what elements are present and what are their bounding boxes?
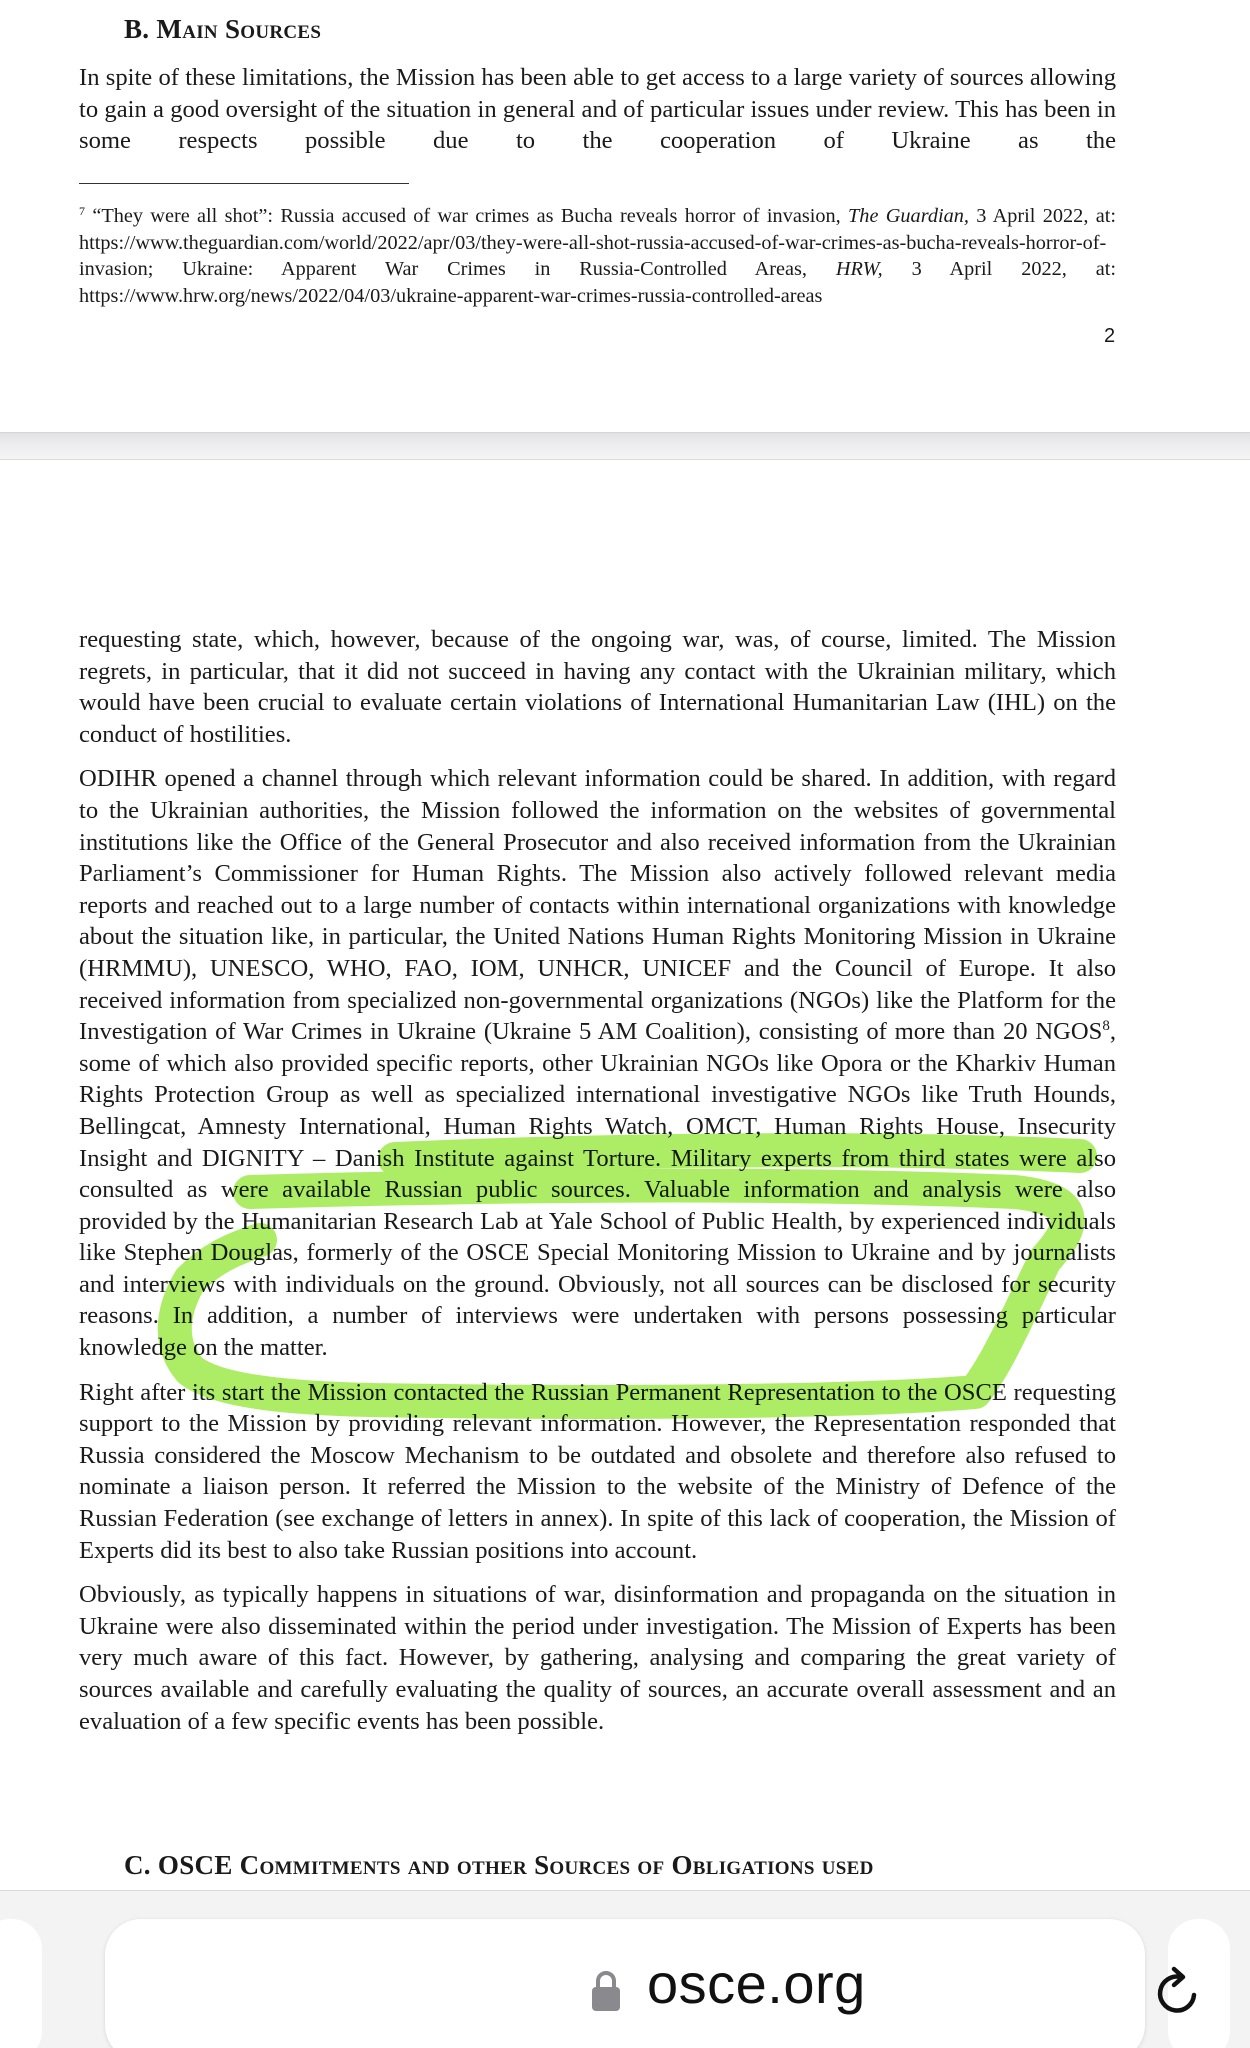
page-separator xyxy=(0,432,1250,460)
url-text[interactable]: osce.org xyxy=(647,1952,866,2015)
address-bar[interactable] xyxy=(105,1919,1145,2048)
lock-icon xyxy=(590,1969,622,2013)
footnote-number: 7 xyxy=(79,204,85,218)
paragraph-text: , some of which also provided specific reports, other Ukrainian NGOs like Opora or the Kharkiv Human Rights Protection Group as well as specialized international investigative NGOs like Truth Hounds, Bellingcat, Amnesty International, Human Rights Watch, OMCT, Human Rights House, Insecurity Insight and DIGNITY – Danish Institute against Torture. Military experts from third states were also consulted as were available Russian public sources. Valuable information and analysis were also provided by the Humanitarian Research Lab at Yale School of Public Health, by experienced individuals like Stephen Douglas, formerly of the OSCE Special Monitoring Mission to Ukraine and by journalists and interviews with individuals on the ground. Obviously, not all sources can be disclosed for security reasons. In addition, a number of interviews were undertaken with persons possessing particular knowledge on the matter. xyxy=(79,1018,1116,1362)
document-page-top xyxy=(0,0,1250,432)
footnote-source: The Guardian, xyxy=(848,205,969,227)
main-sources-paragraph xyxy=(79,62,1116,170)
section-heading-osce-commitments: C. OSCE Commitments and other Sources of Obligations used xyxy=(124,1850,874,1880)
paragraph: In spite of these limitations, the Mission has been able to get access to a large variety of sources allowing to gain a good oversight of the situation in general and of particular issues under review. This has been in some respects possible due to the cooperation of Ukraine as the xyxy=(79,64,1116,155)
section-heading-main-sources: B. Main Sources xyxy=(124,14,322,44)
footnote-separator xyxy=(79,183,409,184)
paragraph: Obviously, as typically happens in situations of war, disinformation and propaganda on the situation in Ukraine were also disseminated within the period under investigation. The Mission of Experts has been very much aware of this fact. However, by gathering, analysing and comparing the great variety of sources available and carefully evaluating the quality of sources, an accurate overall assessment and an evaluation of a few specific events has been possible. xyxy=(79,1581,1116,1735)
paragraph-text: ODIHR opened a channel through which relevant information could be shared. In addition, with regard to the Ukrainian authorities, the Mission followed the information on the websites of governmental institutions like the Office of the General Prosecutor and also received information from the Ukrainian Parliament’s Commissioner for Human Rights. The Mission also actively followed relevant media reports and reached out to a large number of contacts within international organizations with knowledge about the situation like, in particular, the United Nations Human Rights Monitoring Mission in Ukraine (HRMMU), UNESCO, WHO, FAO, IOM, UNHCR, UNICEF and the Council of Europe. It also received information from specialized non-governmental organizations (NGOs) like the Platform for the Investigation of War Crimes in Ukraine (Ukraine 5 AM Coalition), consisting of more than 20 NGOS xyxy=(79,765,1116,1046)
reload-icon[interactable] xyxy=(1150,1965,1206,2021)
paragraph: Right after its start the Mission contacted the Russian Permanent Representation to the OSCE requesting support to the Mission by providing relevant information. However, the Representation responded that Russia considered the Moscow Mechanism to be outdated and obsolete and therefore also refused to nominate a liaison person. It referred the Mission to the website of the Ministry of Defence of the Russian Federation (see exchange of letters in annex). In spite of this lack of cooperation, the Mission of Experts did its best to also take Russian positions into account. xyxy=(79,1378,1116,1564)
footnote-reference: 8 xyxy=(1102,1018,1110,1035)
paragraph: requesting state, which, however, because of the ongoing war, was, of course, limited. The Mission regrets, in particular, that it did not succeed in having any contact with the Ukrainian military, which would have been crucial to evaluate certain violations of International Humanitarian Law (IHL) on the conduct of hostilities. xyxy=(79,626,1116,748)
footnote-text: “They were all shot”: Russia accused of war crimes as Bucha reveals horror of invasion, xyxy=(85,205,849,227)
footnote-text: 3 April 2022, at: https://www.theguardian.com/world/2022/apr/03/they-were-all-shot-russia-accused-of-war-crimes-as-bucha-reveals-horror-of-invasion; Ukraine: Apparent War Crimes in Russia-Controlled Areas, xyxy=(79,205,1116,280)
footnote-7 xyxy=(79,198,1116,309)
paragraph-sources xyxy=(79,763,1116,1363)
page-number: 2 xyxy=(1104,325,1116,347)
footnote-text: 3 April 2022, at: https://www.hrw.org/news/2022/04/03/ukraine-apparent-war-crimes-russia-controlled-areas xyxy=(79,258,1116,307)
previous-tab-edge[interactable] xyxy=(0,1919,42,2048)
footnote-source: HRW, xyxy=(835,258,883,280)
main-sources-body xyxy=(79,624,1116,1750)
browser-toolbar xyxy=(0,1890,1250,2048)
